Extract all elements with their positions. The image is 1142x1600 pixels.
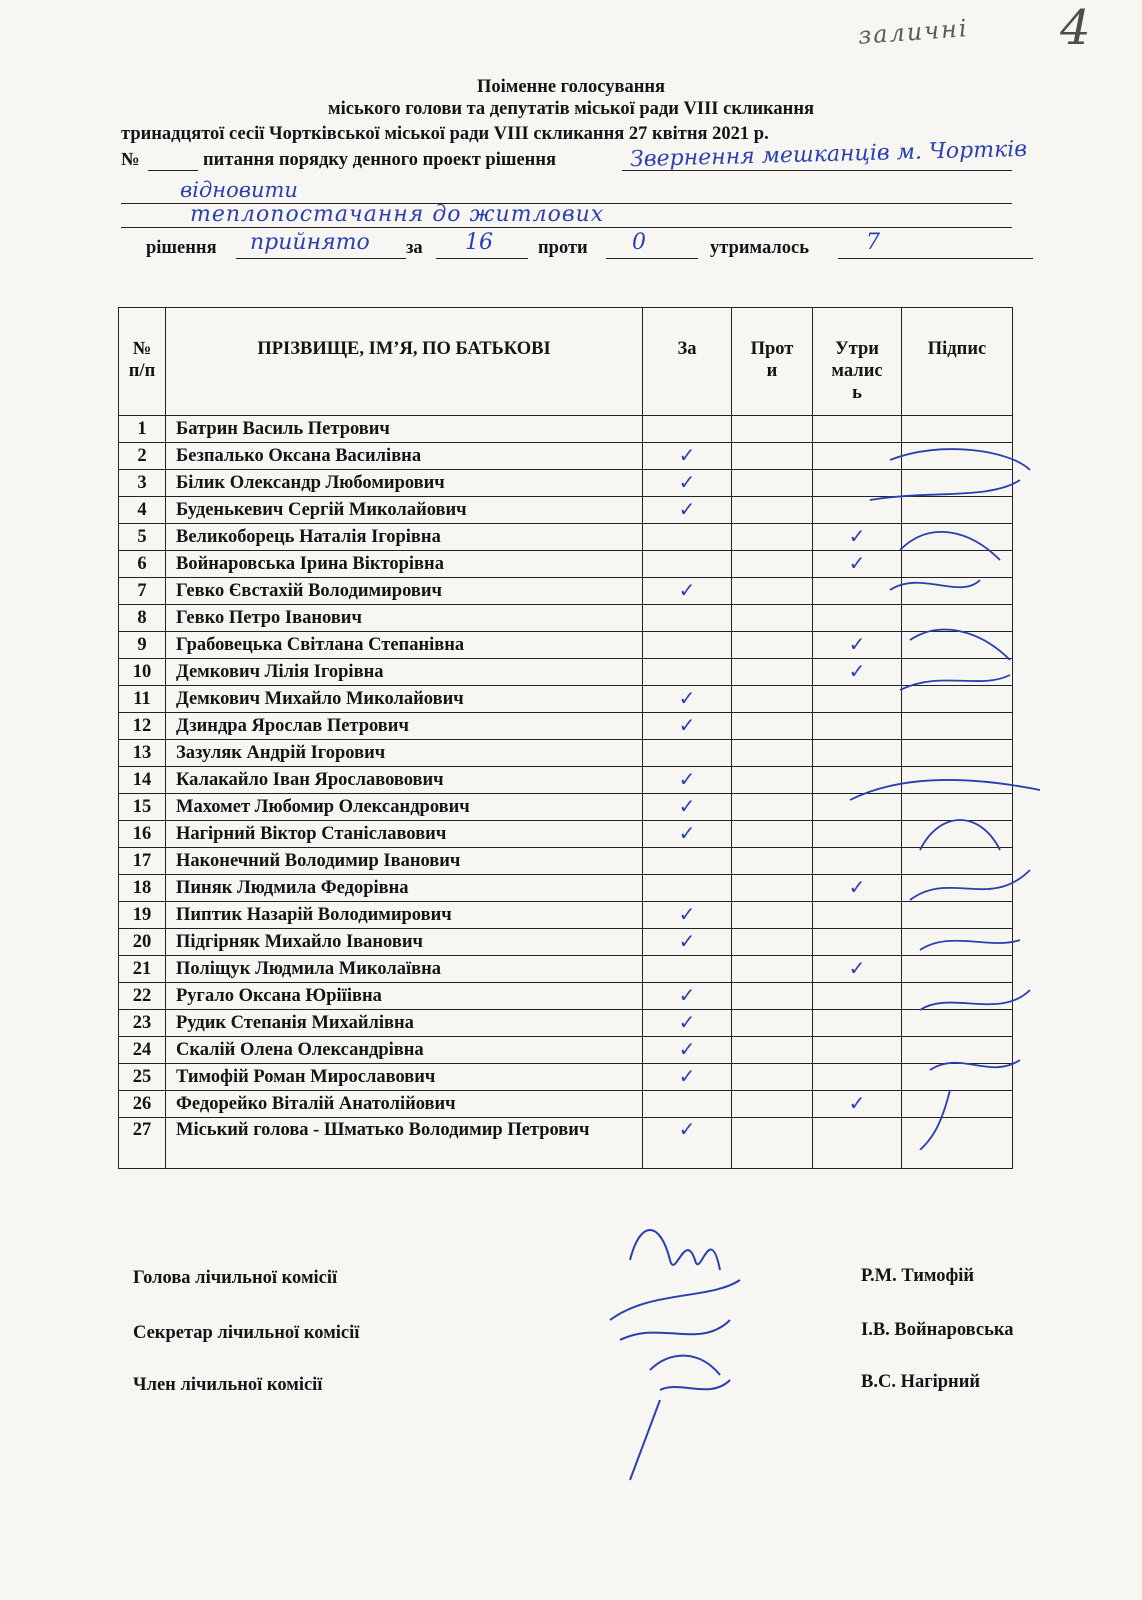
row-utr-mark: ✓ xyxy=(813,956,902,983)
row-proty-mark xyxy=(732,551,813,578)
row-number: 24 xyxy=(119,1037,166,1064)
row-proty-mark xyxy=(732,443,813,470)
row-proty-mark xyxy=(732,713,813,740)
decision-za-label: за xyxy=(406,238,423,258)
row-proty-mark xyxy=(732,497,813,524)
row-za-mark: ✓ xyxy=(643,497,732,524)
row-utr-mark: ✓ xyxy=(813,632,902,659)
row-number: 18 xyxy=(119,875,166,902)
row-name: Калакайло Іван Ярославовович xyxy=(166,767,643,794)
row-name: Великоборець Наталія Ігорівна xyxy=(166,524,643,551)
row-name: Пиняк Людмила Федорівна xyxy=(166,875,643,902)
row-name: Наконечний Володимир Іванович xyxy=(166,848,643,875)
row-name: Тимофій Роман Мирославович xyxy=(166,1064,643,1091)
row-name: Демкович Михайло Миколайович xyxy=(166,686,643,713)
secretary-name: І.В. Войнаровська xyxy=(861,1320,1014,1340)
row-name: Федорейко Віталій Анатолійович xyxy=(166,1091,643,1118)
decision-proty-underline xyxy=(606,258,698,259)
row-za-mark: ✓ xyxy=(643,686,732,713)
row-utr-mark: ✓ xyxy=(813,551,902,578)
secretary-label: Секретар лічильної комісії xyxy=(133,1323,360,1343)
decision-za-underline xyxy=(436,258,528,259)
row-za-mark: ✓ xyxy=(643,1118,732,1169)
row-za-mark: ✓ xyxy=(643,767,732,794)
row-name: Безпалько Оксана Василівна xyxy=(166,443,643,470)
row-proty-mark xyxy=(732,875,813,902)
row-proty-mark xyxy=(732,416,813,443)
row-number: 19 xyxy=(119,902,166,929)
row-za-mark: ✓ xyxy=(643,1037,732,1064)
chair-label: Голова лічильної комісії xyxy=(133,1268,338,1288)
row-number: 15 xyxy=(119,794,166,821)
row-name: Підгірняк Михайло Іванович xyxy=(166,929,643,956)
row-proty-mark xyxy=(732,767,813,794)
row-name: Пиптик Назарій Володимирович xyxy=(166,902,643,929)
corner-handwritten-number: 4 xyxy=(1060,0,1091,56)
row-za-mark: ✓ xyxy=(643,578,732,605)
row-za-mark xyxy=(643,740,732,767)
agenda-handwritten-3: теплопостачання до житлових xyxy=(190,202,605,227)
row-name: Буденькевич Сергій Миколайович xyxy=(166,497,643,524)
row-number: 2 xyxy=(119,443,166,470)
row-proty-mark xyxy=(732,470,813,497)
row-number: 13 xyxy=(119,740,166,767)
row-za-mark: ✓ xyxy=(643,983,732,1010)
row-proty-mark xyxy=(732,848,813,875)
member-label: Член лічильної комісії xyxy=(133,1375,323,1395)
row-za-mark xyxy=(643,659,732,686)
row-number: 23 xyxy=(119,1010,166,1037)
row-proty-mark xyxy=(732,686,813,713)
decision-utr-value: 7 xyxy=(866,230,880,255)
row-proty-mark xyxy=(732,740,813,767)
row-number: 12 xyxy=(119,713,166,740)
decision-label: рішення xyxy=(146,238,217,258)
agenda-handwritten-2: відновити xyxy=(180,178,298,202)
row-number: 14 xyxy=(119,767,166,794)
row-number: 20 xyxy=(119,929,166,956)
row-number: 3 xyxy=(119,470,166,497)
row-name: Білик Олександр Любомирович xyxy=(166,470,643,497)
header-utr: Утри малис ь xyxy=(813,308,902,416)
row-name: Зазуляк Андрій Ігорович xyxy=(166,740,643,767)
commission-signatures xyxy=(590,1200,800,1490)
row-number: 26 xyxy=(119,1091,166,1118)
row-utr-mark: ✓ xyxy=(813,1091,902,1118)
row-number: 8 xyxy=(119,605,166,632)
row-za-mark xyxy=(643,1091,732,1118)
document-title: Поіменне голосування xyxy=(476,77,666,97)
header-name: ПРІЗВИЩЕ, ІМ’Я, ПО БАТЬКОВІ xyxy=(166,308,643,416)
header-pidpys: Підпис xyxy=(902,308,1013,416)
decision-value: прийнято xyxy=(250,230,370,255)
row-proty-mark xyxy=(732,1010,813,1037)
row-proty-mark xyxy=(732,1091,813,1118)
row-name: Махомет Любомир Олександрович xyxy=(166,794,643,821)
row-name: Поліщук Людмила Миколаївна xyxy=(166,956,643,983)
row-utr-mark: ✓ xyxy=(813,659,902,686)
row-za-mark: ✓ xyxy=(643,713,732,740)
agenda-handwritten-1: Звернення мешканців м. Чортків xyxy=(629,136,1028,173)
row-name: Демкович Лілія Ігорівна xyxy=(166,659,643,686)
row-za-mark xyxy=(643,632,732,659)
row-number: 7 xyxy=(119,578,166,605)
row-proty-mark xyxy=(732,1037,813,1064)
row-name: Войнаровська Ірина Вікторівна xyxy=(166,551,643,578)
row-name: Батрин Василь Петрович xyxy=(166,416,643,443)
row-proty-mark xyxy=(732,524,813,551)
row-proty-mark xyxy=(732,821,813,848)
row-za-mark: ✓ xyxy=(643,794,732,821)
row-proty-mark xyxy=(732,902,813,929)
row-number: 22 xyxy=(119,983,166,1010)
decision-underline xyxy=(236,258,406,259)
row-name: Скалій Олена Олександрівна xyxy=(166,1037,643,1064)
row-name: Дзиндра Ярослав Петрович xyxy=(166,713,643,740)
decision-proty-value: 0 xyxy=(632,230,646,255)
row-proty-mark xyxy=(732,605,813,632)
row-proty-mark xyxy=(732,1118,813,1169)
decision-proty-label: проти xyxy=(538,238,588,258)
row-number: 6 xyxy=(119,551,166,578)
row-za-mark: ✓ xyxy=(643,821,732,848)
row-utr-mark: ✓ xyxy=(813,875,902,902)
member-signatures xyxy=(830,430,1060,1150)
row-number: 11 xyxy=(119,686,166,713)
row-name: Гевко Петро Іванович xyxy=(166,605,643,632)
row-proty-mark xyxy=(732,956,813,983)
row-proty-mark xyxy=(732,659,813,686)
row-za-mark xyxy=(643,605,732,632)
row-number: 16 xyxy=(119,821,166,848)
row-za-mark: ✓ xyxy=(643,470,732,497)
row-name: Грабовецька Світлана Степанівна xyxy=(166,632,643,659)
row-number: 17 xyxy=(119,848,166,875)
header-proty: Прот и xyxy=(732,308,813,416)
row-za-mark xyxy=(643,956,732,983)
corner-handwritten-note: зaличні xyxy=(857,14,970,50)
row-number: 21 xyxy=(119,956,166,983)
row-za-mark: ✓ xyxy=(643,929,732,956)
row-za-mark xyxy=(643,551,732,578)
row-name: Гевко Євстахій Володимирович xyxy=(166,578,643,605)
row-za-mark: ✓ xyxy=(643,1010,732,1037)
row-number: 9 xyxy=(119,632,166,659)
row-number: 4 xyxy=(119,497,166,524)
row-number: 10 xyxy=(119,659,166,686)
agenda-underline-3 xyxy=(121,227,1012,228)
row-utr-mark: ✓ xyxy=(813,524,902,551)
agenda-number-label: № xyxy=(121,150,140,170)
row-proty-mark xyxy=(732,983,813,1010)
document-subtitle: міського голови та депутатів міської ради VIII скликання xyxy=(328,99,814,119)
row-proty-mark xyxy=(732,578,813,605)
decision-utr-underline xyxy=(838,258,1033,259)
row-name: Міський голова - Шматько Володимир Петрович xyxy=(166,1118,643,1169)
row-name: Рудик Степанія Михайлівна xyxy=(166,1010,643,1037)
agenda-number-underline xyxy=(148,170,198,171)
member-name: В.С. Нагірний xyxy=(861,1372,981,1392)
row-za-mark xyxy=(643,848,732,875)
row-number: 27 xyxy=(119,1118,166,1169)
row-proty-mark xyxy=(732,632,813,659)
row-za-mark xyxy=(643,875,732,902)
row-proty-mark xyxy=(732,1064,813,1091)
row-za-mark: ✓ xyxy=(643,443,732,470)
row-proty-mark xyxy=(732,929,813,956)
agenda-question-label: питання порядку денного проект рішення xyxy=(203,150,556,170)
row-name: Нагірний Віктор Станіславович xyxy=(166,821,643,848)
row-za-mark xyxy=(643,416,732,443)
row-za-mark: ✓ xyxy=(643,902,732,929)
row-za-mark: ✓ xyxy=(643,1064,732,1091)
header-num: № п/п xyxy=(119,308,166,416)
chair-name: Р.М. Тимофій xyxy=(861,1266,975,1286)
row-number: 5 xyxy=(119,524,166,551)
row-za-mark xyxy=(643,524,732,551)
row-proty-mark xyxy=(732,794,813,821)
table-header-row xyxy=(119,308,1013,416)
row-number: 1 xyxy=(119,416,166,443)
decision-za-value: 16 xyxy=(465,230,493,255)
header-za: За xyxy=(643,308,732,416)
session-line: тринадцятої сесії Чортківської міської ради VIII скликання 27 квітня 2021 р. xyxy=(121,124,769,144)
decision-utr-label: утрималось xyxy=(710,238,810,258)
row-name: Ругало Оксана Юріїівна xyxy=(166,983,643,1010)
row-number: 25 xyxy=(119,1064,166,1091)
